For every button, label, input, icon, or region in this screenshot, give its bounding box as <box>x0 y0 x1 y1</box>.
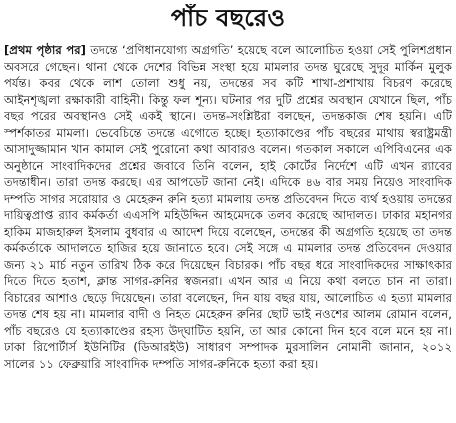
article-headline: পাঁচ বছরেও <box>170 4 286 32</box>
continuation-label: [প্রথম পৃষ্ঠার পর] <box>4 43 86 57</box>
article-body <box>4 42 452 372</box>
article-body-text: তদন্তে ‘প্রণিধানযোগ্য অগ্রগতি’ হয়েছে বলে আলোচিত হওয়া সেই পুলিশপ্রধান অবসরে গেছেন। থানা থেকে দেশের বিভিন্ন সংস্থা হয়ে মামলার তদন্ত ঘুরেছে সুদূর মার্কিন মুলুক পর্যন্ত। কবর থেকে লাশ তোলা শুধু নয়, তদন্তের সব কটি শাখা-প্রশাখায় বিচরণ করেছে আইনশৃঙ্খলা রক্ষাকারী বাহিনী। কিন্তু ফল শূন্য। ঘটনার পর দুটি প্রশ্নের অবস্থান যেখানে ছিল, পাঁচ বছর পরের অবস্থানও সেই একই স্থানে। তদন্ত-সংশ্লিষ্টরা বলছেন, তদন্তকাজ শেষ হয়নি। এটি স্পর্শকাতর মামলা। ভেবেচিন্তে তদন্তে এগোতে হচ্ছে। হত্যাকাণ্ডের পাঁচ বছরের মাথায় স্বরাষ্ট্রমন্ত্রী আসাদুজ্জামান খান কামাল সেই পুরোনো কথা আবারও বলেন। গতকাল সকালে এপিবিএনের এক অনুষ্ঠানে সাংবাদিকদের প্রশ্নের জবাবে তিনি বলেন, হাই কোর্টের নির্দেশে এটি এখন র‍্যাবের তদন্তাধীন। তারা তদন্ত করছে। এর আপডেট জানা নেই। এদিকে ৪৬ বার সময় নিয়েও সাংবাদিক দম্পতি সাগর সরোয়ার ও মেহেরুন রুনি হত্যা মামলায় তদন্ত প্রতিবেদন দিতে ব্যর্থ হওয়ায় তদন্তের দায়িত্বপ্রাপ্ত র‍্যাব কর্মকর্তা এএসপি মহিউদ্দিন আহমেদকে তলব করেছে আদালত। ঢাকার মহানগর হাকিম মাজহারুল ইসলাম বুধবার এ আদেশ দিয়ে বলেছেন, তদন্তের কী অগ্রগতি হয়েছে তা তদন্ত কর্মকর্তাকে আদালতে হাজির হয়ে জানাতে হবে। সেই সঙ্গে এ মামলার তদন্ত প্রতিবেদন দেওয়ার জন্য ২১ মার্চ নতুন তারিখ ঠিক করে দিয়েছেন বিচারক। পাঁচ বছর ধরে সাংবাদিকদের সাক্ষাৎকার দিতে দিতে হতাশ, ক্লান্ত সাগর-রুনির স্বজনরা। এখন আর এ নিয়ে কথা বলতে চান না তারা। বিচারের আশাও ছেড়ে দিয়েছেন। তারা বলেছেন, দিন যায় বছর যায়, আলোচিত এ হত্যা মামলার তদন্ত শেষ হয় না। মামলার বাদী ও নিহত মেহেরুন রুনির ছোট ভাই নওশের আলম রোমান বলেন, পাঁচ বছরেও যে হত্যাকাণ্ডের রহস্য উদ্‌ঘাটিত হয়নি, তা আর কোনো দিন হবে বলে মনে হয় না। ঢাকা রিপোর্টার্স ইউনিটির (ডিআরইউ) সাধারণ সম্পাদক মুরসালিন নোমানী জানান, ২০১২ সালের ১১ ফেব্রুয়ারি সাংবাদিক দম্পতি সাগর-রুনিকে হত্যা করা হয়। <box>4 43 452 371</box>
news-article <box>4 4 452 419</box>
